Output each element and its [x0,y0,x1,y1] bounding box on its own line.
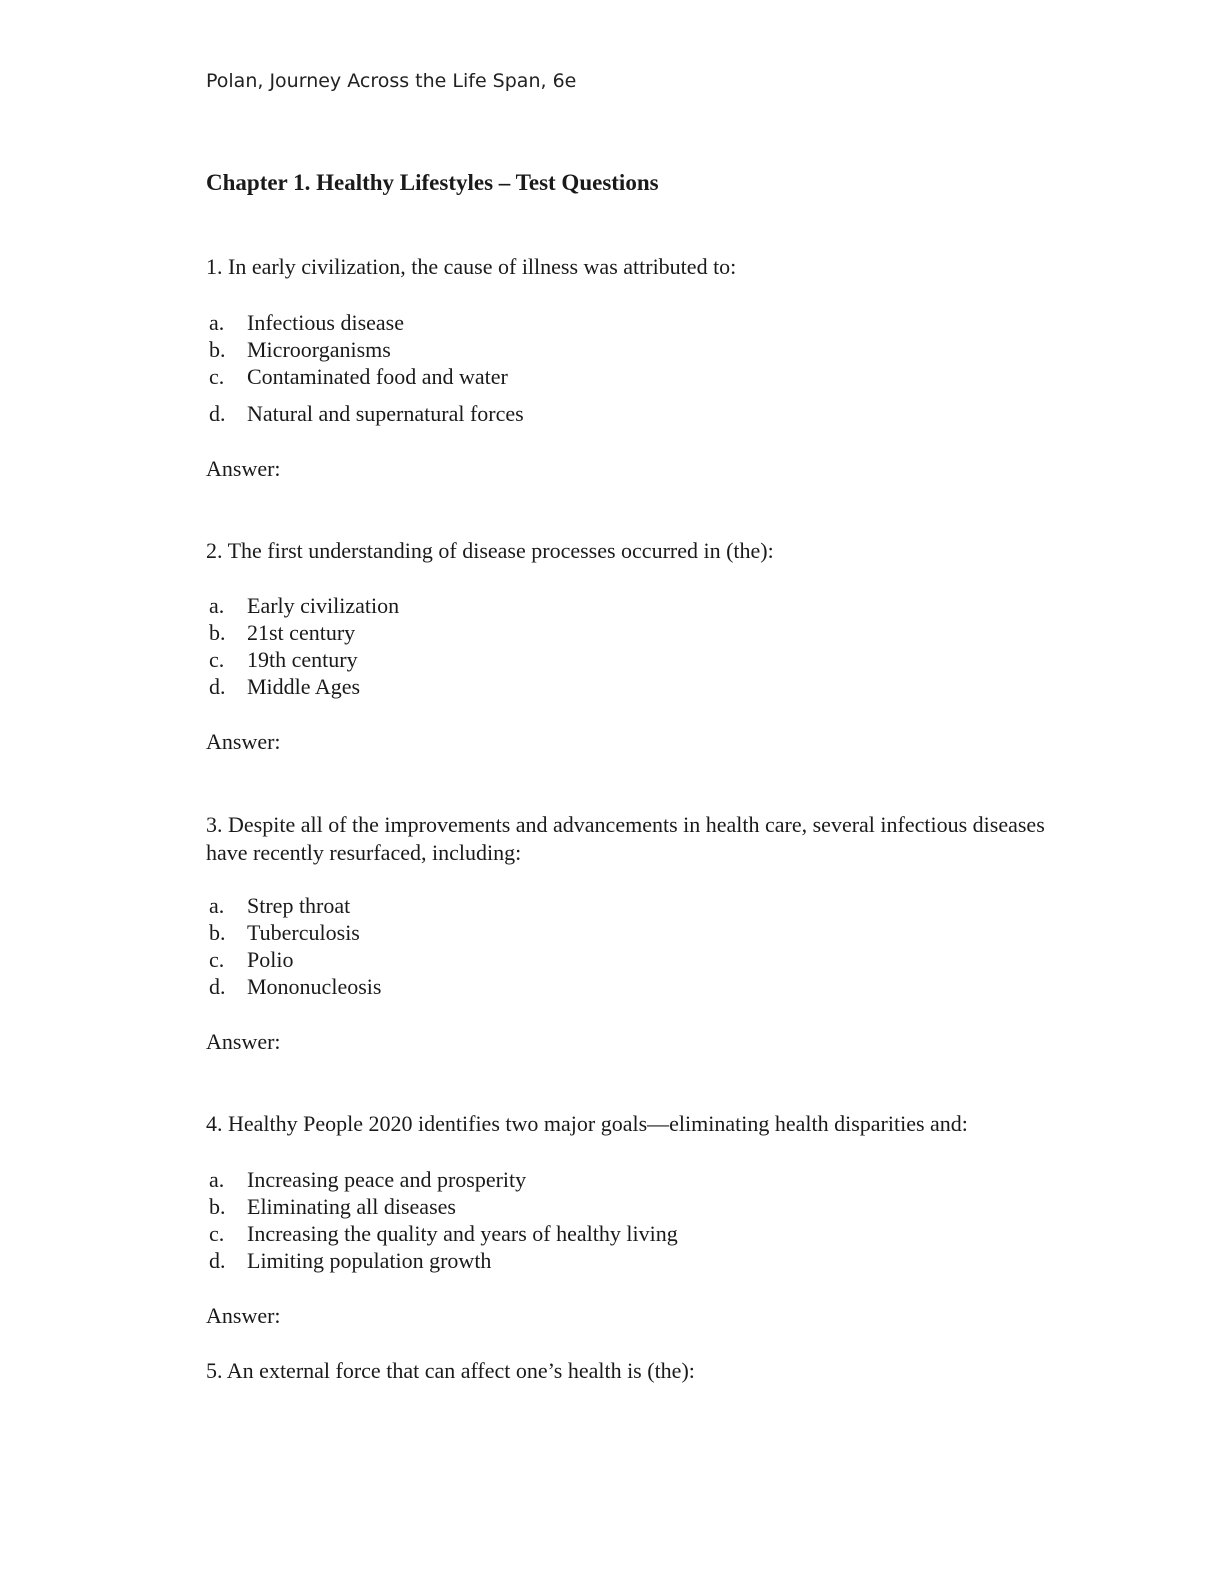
option-text: Strep throat [247,893,351,918]
option-text: Microorganisms [247,337,391,362]
question-1-option-c [206,363,508,390]
running-header: Polan, Journey Across the Life Span, 6e [206,70,577,92]
option-text: Contaminated food and water [247,364,508,389]
option-text: 21st century [247,620,356,645]
option-text: Early civilization [247,593,400,618]
option-text: Tuberculosis [247,920,360,945]
option-letter: b. [209,337,226,362]
option-letter: d. [209,674,226,699]
question-5: 5. An external force that can affect one’s health is (the): [206,1358,695,1383]
option-text: Mononucleosis [247,974,382,999]
option-letter: b. [209,620,226,645]
question-4-answer-label: Answer: [206,1303,281,1328]
option-letter: d. [209,1248,226,1273]
question-3-answer-label: Answer: [206,1029,281,1054]
question-1-option-a [206,309,404,336]
option-letter: b. [209,920,226,945]
option-letter: a. [209,893,225,918]
option-text: Increasing the quality and years of healthy living [247,1221,678,1246]
option-text: Polio [247,947,294,972]
question-1-option-b [206,336,391,363]
option-letter: d. [209,974,226,999]
option-text: Natural and supernatural forces [247,401,524,426]
question-1: 1. In early civilization, the cause of illness was attributed to: [206,254,737,279]
question-3-option-c [206,946,293,973]
option-letter: a. [209,593,225,618]
question-3-option-b [206,919,360,946]
question-2: 2. The first understanding of disease processes occurred in (the): [206,538,774,563]
question-1-option-d [206,400,524,427]
question-4-option-d [206,1247,491,1274]
option-text: Increasing peace and prosperity [247,1167,527,1192]
question-4-option-c [206,1220,678,1247]
option-letter: c. [209,1221,225,1246]
option-letter: b. [209,1194,226,1219]
option-letter: c. [209,647,225,672]
question-3: 3. Despite all of the improvements and advancements in health care, several infectious diseases have recently resurfaced, including: [206,812,1045,865]
question-3-option-d [206,973,381,1000]
question-2-option-b [206,619,355,646]
option-text: 19th century [247,647,358,672]
question-4-option-b [206,1193,456,1220]
option-text: Limiting population growth [247,1248,492,1273]
question-3-option-a [206,892,350,919]
question-2-option-d [206,673,360,700]
question-2-answer-label: Answer: [206,729,281,754]
option-letter: a. [209,310,225,335]
option-text: Middle Ages [247,674,361,699]
option-letter: c. [209,947,225,972]
question-2-option-a [206,592,399,619]
question-4: 4. Healthy People 2020 identifies two major goals—eliminating health disparities and: [206,1111,968,1136]
option-letter: a. [209,1167,225,1192]
question-2-option-c [206,646,358,673]
question-1-answer-label: Answer: [206,456,281,481]
chapter-title: Chapter 1. Healthy Lifestyles – Test Questions [206,170,659,195]
option-text: Eliminating all diseases [247,1194,456,1219]
option-letter: d. [209,401,226,426]
option-letter: c. [209,364,225,389]
question-4-option-a [206,1166,526,1193]
option-text: Infectious disease [247,310,404,335]
